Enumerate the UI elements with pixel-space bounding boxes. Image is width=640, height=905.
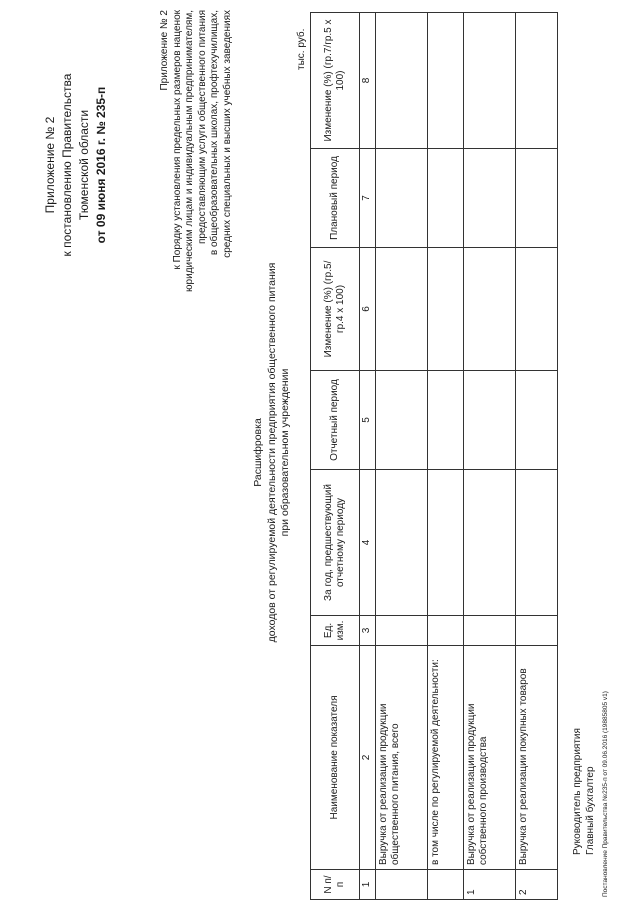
table-row xyxy=(376,13,428,900)
appendix-title: Приложение № 2 xyxy=(43,116,57,214)
indicator-name-cell: Выручка от реализации продукции собственного производства xyxy=(464,646,516,870)
signature-block xyxy=(571,728,597,855)
value-cell[interactable] xyxy=(376,470,428,616)
value-cell[interactable] xyxy=(376,616,428,646)
value-cell[interactable] xyxy=(428,470,464,616)
head-signature-label: Руководитель предприятия xyxy=(572,728,583,855)
order-appendix-line: Приложение № 2 xyxy=(159,10,170,91)
indicator-name-cell: Выручка от реализации продукции общественного питания, всего xyxy=(376,646,428,870)
table-row xyxy=(516,13,558,900)
table-row xyxy=(428,13,464,900)
value-cell[interactable] xyxy=(376,13,428,149)
value-cell[interactable] xyxy=(428,248,464,371)
document-title xyxy=(252,0,293,905)
column-number-cell: 6 xyxy=(360,248,376,371)
row-number-cell: 2 xyxy=(516,870,558,900)
value-cell[interactable] xyxy=(464,616,516,646)
header-cell: Плановый период xyxy=(311,149,360,248)
unit-label: тыс. руб. xyxy=(296,28,307,70)
order-appendix-line: средних специальных и высших учебных заведениях xyxy=(221,10,233,258)
table-row xyxy=(464,13,516,900)
value-cell[interactable] xyxy=(464,248,516,371)
indicator-name-cell: в том числе по регулируемой деятельности: xyxy=(428,646,464,870)
column-number-cell: 4 xyxy=(360,470,376,616)
value-cell[interactable] xyxy=(464,149,516,248)
value-cell[interactable] xyxy=(516,13,558,149)
value-cell[interactable] xyxy=(516,149,558,248)
accountant-signature-label: Главный бухгалтер xyxy=(585,766,596,855)
value-cell[interactable] xyxy=(428,13,464,149)
order-appendix-line: предоставляющим услуги общественного питания xyxy=(196,10,208,245)
title-main: Расшифровка xyxy=(252,418,264,487)
header-cell: Ед. изм. xyxy=(311,616,360,646)
value-cell[interactable] xyxy=(428,149,464,248)
title-line: при образовательном учреждении xyxy=(279,368,291,537)
order-appendix-line: юридическим лицам и индивидуальным предпринимателям, xyxy=(184,10,196,292)
row-number-cell xyxy=(428,870,464,900)
value-cell[interactable] xyxy=(376,371,428,470)
column-number-cell: 2 xyxy=(360,646,376,870)
order-appendix-line: в общеобразовательных школах, профтехучилищах, xyxy=(209,10,221,256)
to-resolution-line: к постановлению Правительства xyxy=(60,73,74,257)
order-appendix-line: к Порядку установления предельных размеров наценок xyxy=(171,10,183,270)
value-cell[interactable] xyxy=(516,470,558,616)
value-cell[interactable] xyxy=(516,248,558,371)
header-cell: Отчетный период xyxy=(311,371,360,470)
value-cell[interactable] xyxy=(464,13,516,149)
value-cell[interactable] xyxy=(516,371,558,470)
header-cell: Изменение (%) (гр.5/гр.4 х 100) xyxy=(311,248,360,371)
indicator-name-cell: Выручка от реализации покупных товаров xyxy=(516,646,558,870)
column-number-cell: 7 xyxy=(360,149,376,248)
value-cell[interactable] xyxy=(464,470,516,616)
date-number-line: от 09 июня 2016 г. № 235-п xyxy=(94,86,108,244)
column-number-cell: 3 xyxy=(360,616,376,646)
title-line: доходов от регулируемой деятельности предприятия общественного питания xyxy=(265,262,278,643)
row-number-cell xyxy=(376,870,428,900)
revenue-table xyxy=(310,12,558,900)
column-number-cell: 1 xyxy=(360,870,376,900)
column-number-cell: 5 xyxy=(360,371,376,470)
value-cell[interactable] xyxy=(516,616,558,646)
resolution-header xyxy=(42,5,110,325)
header-cell: Наименование показателя xyxy=(311,646,360,870)
header-cell: За год, предшествующий отчетному периоду xyxy=(311,470,360,616)
row-number-cell: 1 xyxy=(464,870,516,900)
value-cell[interactable] xyxy=(376,248,428,371)
value-cell[interactable] xyxy=(428,371,464,470)
column-number-row xyxy=(360,13,376,900)
order-appendix-header xyxy=(159,10,235,400)
region-line: Тюменской области xyxy=(77,109,91,221)
value-cell[interactable] xyxy=(376,149,428,248)
table-header-row xyxy=(311,13,360,900)
column-number-cell: 8 xyxy=(360,13,376,149)
header-cell: N п/п xyxy=(311,870,360,900)
value-cell[interactable] xyxy=(464,371,516,470)
header-cell: Изменение (%) (гр.7/гр.5 х 100) xyxy=(311,13,360,149)
value-cell[interactable] xyxy=(428,616,464,646)
footer-note: Постановление Правительства №235-п от 09.06.2016 (19885805 v1) xyxy=(602,691,609,897)
